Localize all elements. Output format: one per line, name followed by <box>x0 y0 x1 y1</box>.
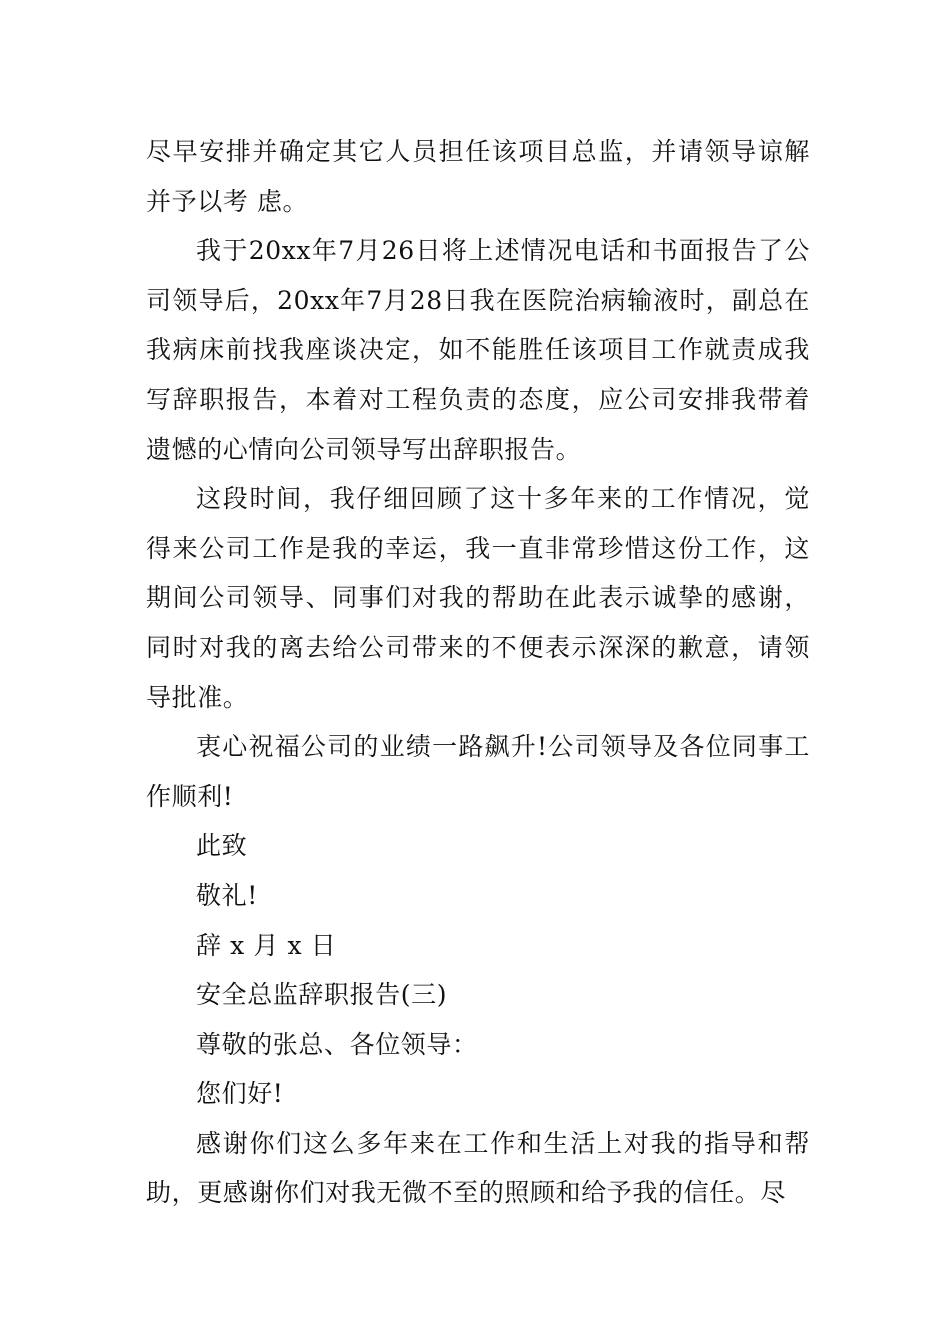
greeting: 您们好! <box>196 1079 284 1109</box>
section-title: 安全总监辞职报告(三) <box>196 980 448 1010</box>
paragraph-blessing: 衷心祝福公司的业绩一路飙升!公司领导及各位同事工作顺利! <box>146 732 810 811</box>
document-body <box>146 127 810 1218</box>
paragraph-gratitude: 这段时间，我仔细回顾了这十多年来的工作情况，觉得来公司工作是我的幸运，我一直非常珍惜这份工作，这期间公司领导、同事们对我的帮助在此表示诚挚的感谢，同时对我的离去给公司带来的不便表示深深的歉意，请领导批准。 <box>146 484 810 712</box>
signature-date: 辞 x 月 x 日 <box>196 930 337 960</box>
paragraph-thanks: 感谢你们这么多年来在工作和生活上对我的指导和帮助，更感谢你们对我无微不至的照顾和给予我的信任。尽 <box>146 1128 810 1208</box>
closing-ci-zhi: 此致 <box>196 831 248 861</box>
paragraph-continuation: 尽早安排并确定其它人员担任该项目总监，并请领导谅解并予以考 虑。 <box>146 137 810 216</box>
closing-jing-li: 敬礼! <box>196 880 258 910</box>
paragraph-report-situation: 我于20xx年7月26日将上述情况电话和书面报告了公司领导后，20xx年7月28日我在医院治病输液时，副总在我病床前找我座谈决定，如不能胜任该项目工作就责成我写辞职报告，本着对工程负责的态度，应公司安排我带着遗憾的心情向公司领导写出辞职报告。 <box>146 236 810 464</box>
salutation: 尊敬的张总、各位领导： <box>196 1029 478 1059</box>
